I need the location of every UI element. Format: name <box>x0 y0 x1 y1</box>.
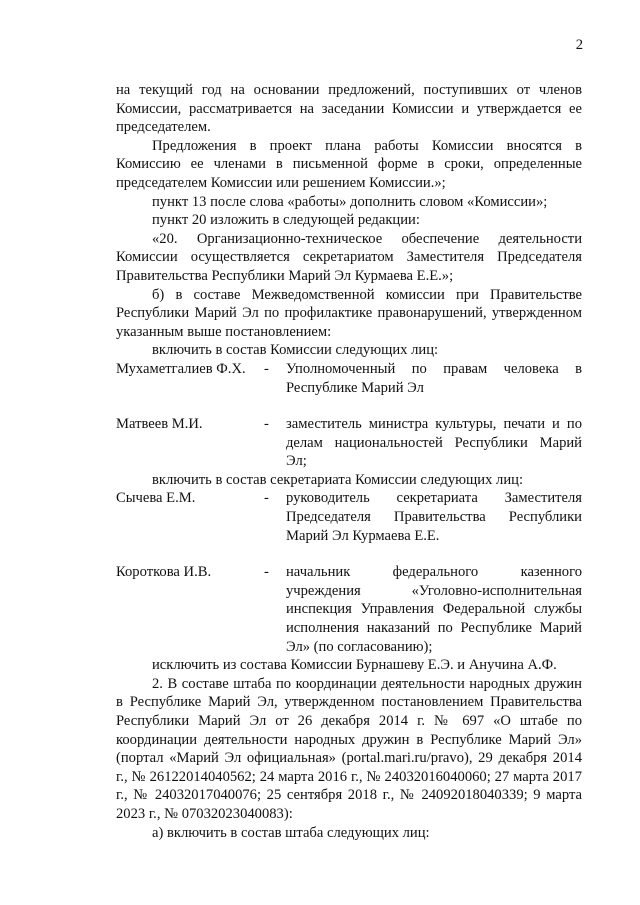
member-role: Уполномоченный по правам человека в Республике Марий Эл <box>286 360 582 396</box>
member-row <box>116 415 582 471</box>
paragraph-proposals: Предложения в проект плана работы Комиссии вносятся в Комиссию ее членами в письменной форме в сроки, определенные председателем Комиссии или решением Комиссии.»; <box>116 137 582 191</box>
paragraph-plan-approval: на текущий год на основании предложений, поступивших от членов Комиссии, рассматривается на заседании Комиссии и утверждается ее председателем. <box>116 82 582 136</box>
paragraph-include-headquarters: а) включить в состав штаба следующих лиц: <box>152 824 430 841</box>
paragraph-clause-20: пункт 20 изложить в следующей редакции: <box>152 212 420 229</box>
member-name: Сычева Е.М. <box>116 490 196 507</box>
member-name: Матвеев М.И. <box>116 416 203 433</box>
paragraph-interagency-commission: б) в составе Межведомственной комиссии при Правительстве Республики Марий Эл по профилактике правонарушений, утвержденном указанным выше постановлением: <box>116 286 582 340</box>
member-dash: - <box>264 360 269 377</box>
paragraph-clause-20-text: «20. Организационно-техническое обеспечение деятельности Комиссии осуществляется секретариатом Заместителя Председателя Правительства Республики Марий Эл Курмаева Е.Е.»; <box>116 230 582 284</box>
paragraph-exclude: исключить из состава Комиссии Бурнашеву Е.Э. и Анучина А.Ф. <box>152 657 557 674</box>
member-name: Мухаметгалиев Ф.Х. <box>116 360 246 377</box>
member-role: начальник федерального казенного учреждения «Уголовно-исполнительная инспекция Управления Федеральной службы исполнения наказаний по Республике Марий Эл» (по согласованию); <box>286 564 582 655</box>
page-number: 2 <box>575 37 583 53</box>
member-dash: - <box>264 416 269 433</box>
member-name: Короткова И.В. <box>116 564 212 581</box>
document-body <box>116 81 582 842</box>
member-row <box>116 563 582 656</box>
member-role: заместитель министра культуры, печати и по делам национальностей Республики Марий Эл; <box>286 416 582 470</box>
paragraph-include-secretariat: включить в состав секретариата Комиссии следующих лиц: <box>152 471 524 488</box>
member-dash: - <box>264 564 269 581</box>
paragraph-clause-13: пункт 13 после слова «работы» дополнить словом «Комиссии»; <box>152 193 548 210</box>
member-dash: - <box>264 490 269 507</box>
member-role: руководитель секретариата Заместителя Председателя Правительства Республики Марий Эл Курмаева Е.Е. <box>286 490 582 544</box>
paragraph-headquarters: 2. В составе штаба по координации деятельности народных дружин в Республике Марий Эл, утвержденном постановлением Правительства Республики Марий Эл от 26 декабря 2014 г. № 697 «О штабе по координации деятельности народных дружин в Республике Марий Эл» (портал «Марий Эл официальная» (portal.mari.ru/pravo), 29 декабря 2014 г., № 26122014040562; 24 марта 2016 г., № 24032016040060; 27 марта 2017 г., № 24032017040076; 25 сентября 2018 г., № 24092018040339; 9 марта 2023 г., № 07032023040083): <box>116 675 582 822</box>
paragraph-include-commission: включить в состав Комиссии следующих лиц: <box>152 342 439 359</box>
member-row <box>116 360 582 397</box>
member-row <box>116 489 582 545</box>
